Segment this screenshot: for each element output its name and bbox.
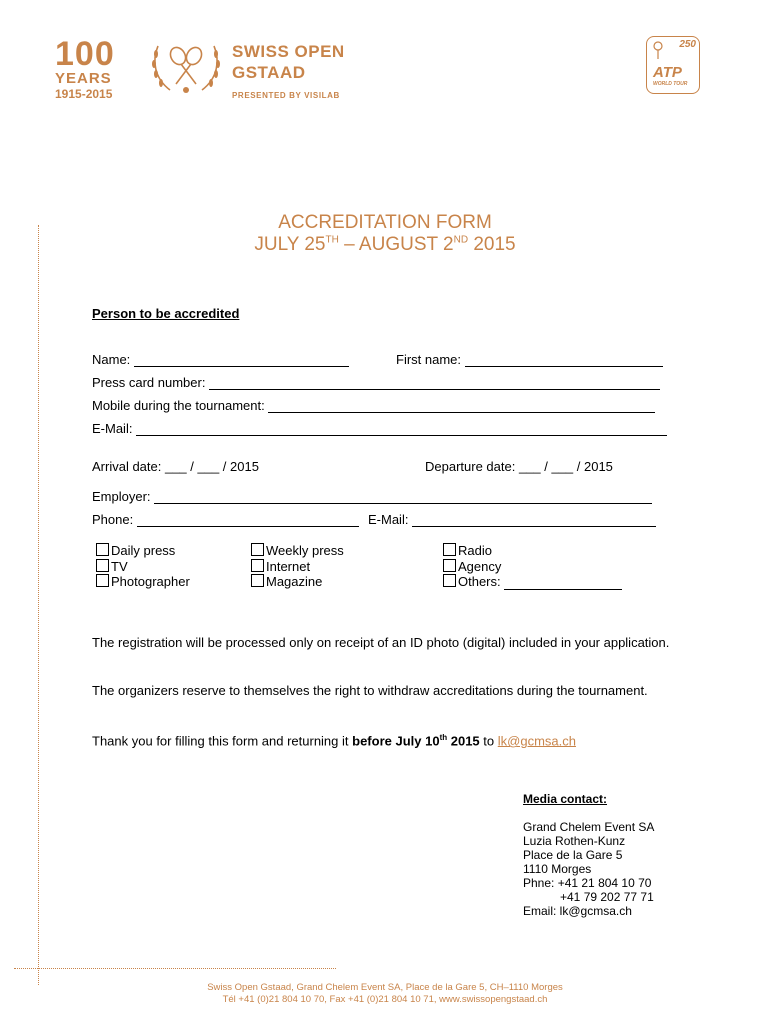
deadline-year: 2015: [447, 733, 480, 749]
form-title: ACCREDITATION FORM: [278, 212, 492, 233]
checkbox[interactable]: [96, 559, 109, 572]
option-radio[interactable]: [443, 543, 622, 559]
media-col3: [443, 543, 622, 590]
mobile-field[interactable]: [268, 399, 655, 413]
date-nd: ND: [453, 234, 469, 246]
contact-line: Grand Chelem Event SA: [523, 820, 655, 834]
note-withdraw: The organizers reserve to themselves the right to withdraw accreditations during the tournament.: [92, 683, 648, 698]
contact-line: +41 79 202 77 71: [560, 890, 654, 904]
checkbox[interactable]: [251, 543, 264, 556]
email-label: E-Mail:: [92, 421, 133, 436]
brand-line2: GSTAAD: [232, 63, 306, 82]
years-number: 100: [55, 35, 115, 73]
date-august: – AUGUST 2: [338, 234, 454, 255]
contact-line: Email: lk@gcmsa.ch: [523, 904, 632, 918]
option-agency[interactable]: [443, 559, 622, 575]
press-card-row: [92, 375, 660, 390]
centenary-logo: [55, 35, 125, 101]
email2-label: E-Mail:: [368, 512, 409, 527]
atp-tour: WORLD TOUR: [653, 81, 688, 87]
deadline-bold: before July 10: [352, 733, 440, 749]
note-thank-you: [92, 729, 672, 750]
contact-line: Phne: +41 21 804 10 70: [523, 876, 652, 890]
press-card-field[interactable]: [209, 376, 660, 390]
email2-field[interactable]: [412, 513, 656, 527]
first-name-field[interactable]: [465, 353, 663, 367]
option-label: Daily press: [111, 543, 176, 558]
option-label: Others:: [458, 574, 501, 589]
option-label: Internet: [266, 558, 311, 574]
others-field[interactable]: [504, 576, 622, 590]
checkbox[interactable]: [96, 574, 109, 587]
mobile-label: Mobile during the tournament:: [92, 398, 265, 413]
sponsor-name: VISILAB: [304, 91, 340, 100]
deadline-sup: th: [439, 733, 448, 742]
date-july: JULY 25: [254, 234, 326, 255]
departure-date[interactable]: Departure date: ___ / ___ / 2015: [425, 459, 613, 474]
email-field[interactable]: [136, 422, 667, 436]
employer-label: Employer:: [92, 489, 151, 504]
presented-by-label: PRESENTED BY: [232, 91, 302, 100]
option-others[interactable]: [443, 574, 622, 590]
checkbox[interactable]: [251, 574, 264, 587]
to-text: to: [479, 733, 498, 749]
dotted-margin-line: [38, 225, 39, 985]
contact-line: Luzia Rothen-Kunz: [523, 834, 626, 848]
email-row: [92, 421, 667, 436]
option-label: Weekly press: [266, 543, 344, 558]
name-label: Name:: [92, 352, 131, 367]
media-col1: [96, 543, 190, 590]
thank-you-text: Thank you for filling this form and returning it: [92, 733, 353, 749]
contact-line: 1110 Morges: [523, 862, 592, 876]
dotted-footer-line: [14, 968, 336, 969]
email2-row: [368, 512, 656, 527]
footer-phone: Tél +41 (0)21 804 10 70, Fax +41 (0)21 804 10 71, www.swissopengstaad.ch: [222, 994, 548, 1005]
option-photographer[interactable]: [96, 574, 190, 590]
option-magazine[interactable]: [251, 574, 344, 590]
laurel-rackets-icon: [148, 38, 224, 98]
checkbox[interactable]: [96, 543, 109, 556]
employer-field[interactable]: [154, 490, 652, 504]
atp-label: ATP: [653, 64, 682, 81]
press-card-label: Press card number:: [92, 375, 206, 390]
option-label: Radio: [458, 543, 492, 558]
option-daily-press[interactable]: [96, 543, 190, 559]
first-name-row: [396, 352, 663, 367]
option-label: Agency: [458, 558, 502, 574]
checkbox[interactable]: [443, 543, 456, 556]
contact-heading: Media contact:: [523, 792, 608, 806]
email-link[interactable]: lk@gcmsa.ch: [497, 733, 576, 749]
brand-line1: SWISS OPEN: [232, 42, 345, 61]
date-th: TH: [325, 234, 339, 246]
form-dates: [0, 234, 770, 256]
checkbox[interactable]: [443, 559, 456, 572]
section-heading: Person to be accredited: [92, 306, 240, 321]
option-tv[interactable]: [96, 559, 190, 575]
option-label: Photographer: [111, 574, 190, 589]
checkbox[interactable]: [443, 574, 456, 587]
name-field[interactable]: [134, 353, 349, 367]
first-name-label: First name:: [396, 352, 462, 367]
note-id-photo: The registration will be processed only on receipt of an ID photo (digital) included in your application.: [92, 635, 670, 650]
option-label: TV: [111, 558, 128, 574]
option-label: Magazine: [266, 574, 323, 589]
phone-field[interactable]: [137, 513, 359, 527]
brand-logo: [232, 41, 345, 100]
option-internet[interactable]: [251, 559, 344, 575]
contact-line: Place de la Gare 5: [523, 848, 623, 862]
name-row: [92, 352, 349, 367]
atp-number: 250: [679, 39, 696, 50]
media-col2: [251, 543, 344, 590]
arrival-date[interactable]: Arrival date: ___ / ___ / 2015: [92, 459, 259, 474]
phone-row: [92, 512, 359, 527]
contact-block: [523, 820, 654, 918]
mobile-row: [92, 398, 655, 413]
presented-by: [232, 91, 345, 100]
date-year: 2015: [468, 234, 516, 255]
tennis-player-icon: [650, 40, 666, 60]
years-range: 1915-2015: [55, 87, 113, 101]
footer-address: Swiss Open Gstaad, Grand Chelem Event SA, Place de la Gare 5, CH–1110 Morges: [207, 982, 563, 993]
atp-logo: [646, 36, 700, 94]
employer-row: [92, 489, 652, 504]
years-word: YEARS: [55, 70, 112, 87]
checkbox[interactable]: [251, 559, 264, 572]
option-weekly-press[interactable]: [251, 543, 344, 559]
phone-label: Phone:: [92, 512, 134, 527]
